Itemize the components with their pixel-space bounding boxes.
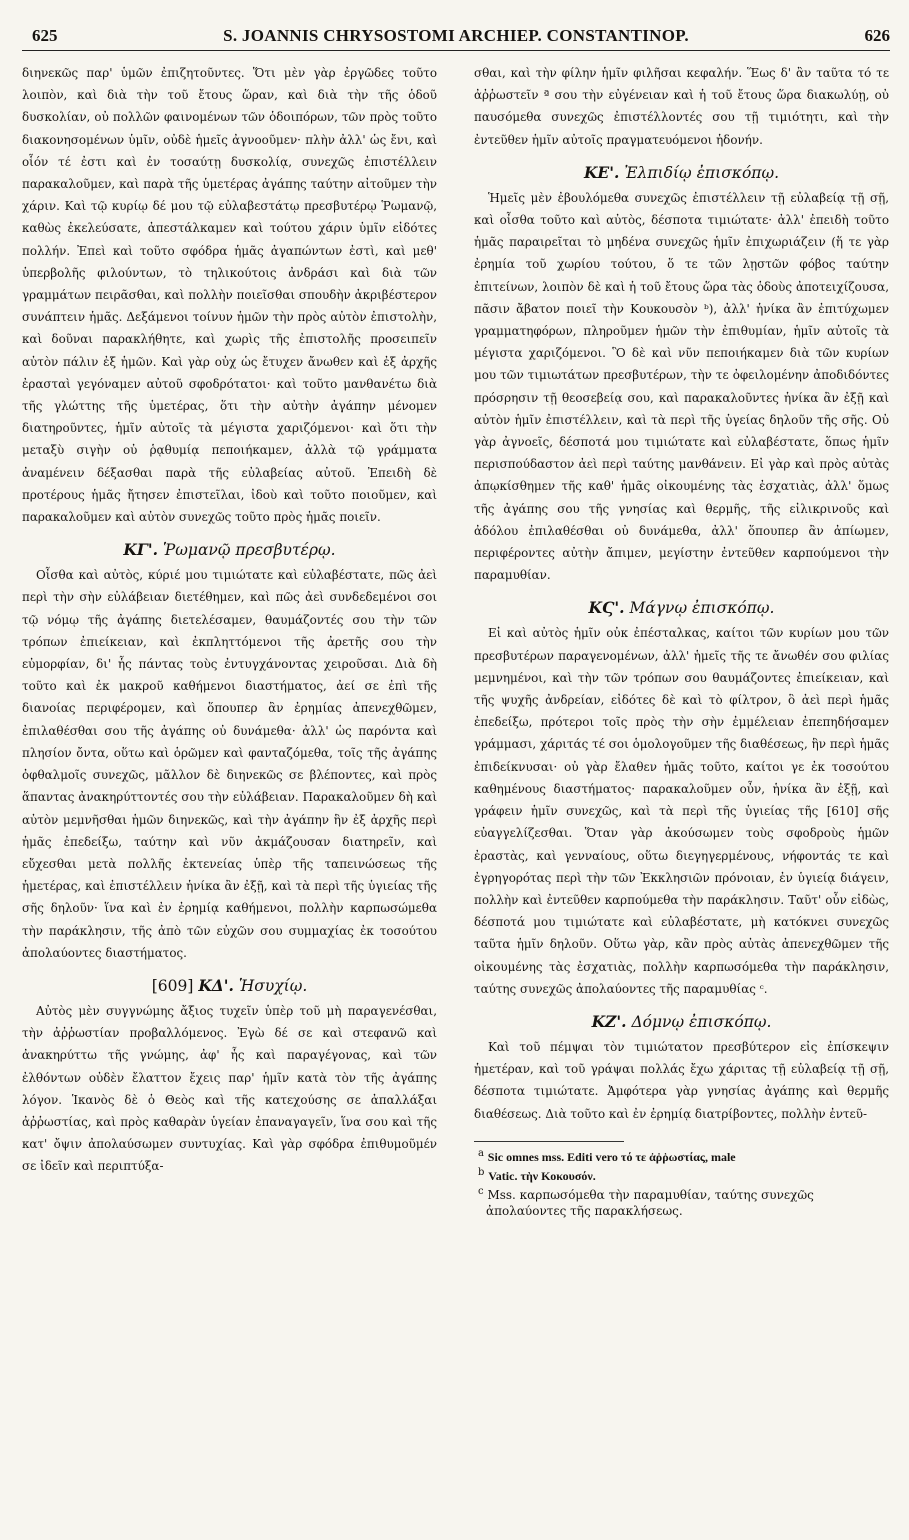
letter-addressee: Μάγνῳ ἐπισκόπῳ. [629, 599, 775, 618]
footnote-rule [474, 1141, 624, 1142]
running-title: S. JOANNIS CHRYSOSTOMI ARCHIEP. CONSTANTINOP. [223, 26, 689, 45]
left-page-number: 625 [32, 26, 58, 45]
column-reference: [609] [151, 976, 194, 995]
letter-body-kz: Καὶ τοῦ πέμψαι τὸν τιμιώτατον πρεσβύτερον εἰς ἐπίσκεψιν ἡμετέραν, καὶ τοῦ γράψαι πολλάς ἔχω χάριτας τῇ εὐλαβείᾳ τῇ σῇ, δέσποτα τιμιώτατε. Ἀμφότερα γὰρ γνησίας ἀγάπης καὶ θερμῆς διαθέσεως. Διὰ τοῦτο καὶ ἐν ἐρημίᾳ διατρίβοντες, πολλὴν ἐντεῦ- [474, 1039, 889, 1121]
footnote-mark: a [478, 1147, 484, 1159]
footnote-text: Sic omnes mss. Editi vero τό τε ἀῤῥωστίας, male [487, 1149, 736, 1164]
letter-continuation: σθαι, καὶ τὴν φίλην ἡμῖν φιλῆσαι κεφαλήν. Ἕως δ' ἂν ταῦτα τό τε ἀῤῥωστεῖν ª σου τὴν εὐγένειαν καὶ ἡ τοῦ ἔτους ὥρα διακωλύῃ, οὐ παυσόμεθα συνεχῶς ἐπιστέλλοντές σου τῇ τιμιότητι, καὶ τὴν ἐντεῦθεν ἡμῖν αὐτοῖς πραγματευόμενοι ἡδονήν. [474, 66, 889, 147]
letter-number: ΚϚ'. [588, 598, 625, 618]
letter-body-kg: Οἶσθα καὶ αὐτὸς, κύριέ μου τιμιώτατε καὶ εὐλαβέστατε, πῶς ἀεὶ περὶ τὴν σὴν εὐλάβειαν διετέθημεν, καὶ πῶς ἀεὶ συνδεδεμένοι σοι τῷ νόμῳ τῆς ἀγάπης διετελέσαμεν, θαυμάζοντές σου τὴν τῶν τρόπων ἐπιείκειαν, καὶ ἐκπληττόμενοι τῆς ἀρετῆς σου τὴν εὐμορφίαν, δι' ἧς πάντας τοὺς ἐντυγχάνοντας χειροῦσαι. Διὰ δὴ τοῦτο καὶ ἐκ μακροῦ καθήμενοι διαστήματος, ἀεί σε ἐπὶ τῆς διανοίας περιφέρομεν, καὶ ὅπουπερ ἂν ἐρημίας ἀπενεχθῶμεν, ἐπιλαθέσθαι σου τῆς ἀγάπης οὐ δυνάμεθα· ἀλλ' ὡς παρόντα καὶ πλησίον ὄντα, οὕτω καὶ ὁρῶμεν καὶ φανταζόμεθα, τοῖς τῆς ἀγάπης ὀφθαλμοῖς συνεχῶς, μᾶλλον δὲ διηνεκῶς σε βλέποντες, καὶ πρὸς ἅπαντας ἀνακηρύττοντές σου τὴν εὐλάβειαν. Παρακαλοῦμεν δὴ καὶ αὐτὸν μεμνῆσθαι ἡμῶν διηνεκῶς, καὶ τὴν ἀγάπην ἣν ἐξ ἀρχῆς περὶ ἡμᾶς ἐπεδείξω, ταύτην καὶ νῦν ἀκμάζουσαν διατηρεῖν, καὶ εὔχεσθαι μετὰ πολλῆς ἐκτενείας ὑπὲρ τῆς ταπεινώσεως τῆς ἡμετέρας, καὶ ἐπιστέλλειν ἡνίκα ἂν ἐξῇ, καὶ τὰ περὶ τῆς ὑγιείας τῆς σῆς δηλοῦν· ἵνα καὶ ἐν ἐρημίᾳ καθήμενοι, πολλὴν καρπωσώμεθα τὴν παράκλησιν, τῆς ἀπὸ τῶν εὐχῶν σου συμμαχίας ἐκ τοσούτου ἀπολαύοντες διαστήματος. [22, 568, 437, 960]
right-page-number: 626 [864, 26, 890, 45]
letter-addressee: Ἐλπιδίῳ ἐπισκόπῳ. [624, 163, 780, 182]
letter-heading-kd [22, 974, 437, 998]
left-column [22, 62, 437, 1178]
letter-heading-kg [22, 538, 437, 562]
letter-addressee: Ἡσυχίῳ. [238, 976, 308, 995]
footnote-b [474, 1165, 889, 1184]
footnotes [474, 1146, 889, 1219]
letter-number: ΚΔ'. [198, 975, 234, 995]
letter-number: ΚΕ'. [583, 162, 620, 182]
footnote-text: Mss. καρπωσόμεθα τὴν παραμυθίαν, ταύτης συνεχῶς ἀπολαύοντες τῆς παρακλήσεως. [486, 1187, 814, 1218]
book-page [22, 20, 890, 1528]
footnote-mark: b [478, 1166, 485, 1178]
footnote-text: Vatic. τὴν Κοκουσόν. [488, 1168, 596, 1183]
letter-number: ΚΖ'. [591, 1011, 627, 1031]
letter-body-ks: Εἰ καὶ αὐτὸς ἡμῖν οὐκ ἐπέσταλκας, καίτοι τῶν κυρίων μου τῶν πρεσβυτέρων παραγενομένων, ἀλλ' ἡμεῖς τῆς τε ἄνωθέν σου φιλίας μεμνημένοι, καὶ τὴν τῶν τρόπων σου θαυμάζοντες ἐπιείκειαν, καὶ τῆς ψυχῆς ἀνδρείαν, εἰδότες δὲ καὶ τὸ φίλτρον, ὃ ἀεὶ περὶ ἡμᾶς ἐπεδείξω, πρότεροι τοῖς πρὸς τὴν σὴν ἐμμέλειαν ἐπεπηδήσαμεν γράμμασι, χάριτάς τέ σοι ὁμολογοῦμεν τῆς διαθέσεως, ἣν περὶ ἡμᾶς ἐπιδείκνυσαι· οὐ γὰρ ἔλαθεν ἡμᾶς τοῦτο, καίτοι γε ἐκ τοσούτου καθημένους διαστήματος· παρακαλοῦμεν οὖν, ἡνίκα ἂν ἐξῇ, καὶ γράφειν ἡμῖν συνεχῶς, καὶ τὰ περὶ τῆς ὑγιείας τῆς [610] σῆς εὐαγγελίζεσθαι. Ὅταν γὰρ ἀκούσωμεν τοὺς σφοδροὺς ἡμῶν ἐραστὰς, καὶ γενναίους, οὕτω διεγηγερμένους, νήφοντάς τε καὶ ἐγρηγορότας περὶ τὴν τῶν Ἐκκλησιῶν πρόνοιαν, ἐν ὑγιείᾳ διάγειν, πολλὴν καὶ ἐντεῦθεν καρπούμεθα τὴν παράκλησιν. Ταῦτ' οὖν εἰδὼς, δέσποτά μου τιμιώτατε καὶ εὐλαβέστατε, μὴ κατόκνει συνεχῶς ταῦτα ἡμῖν δηλοῦν. Οὕτω γὰρ, κἂν πρὸς αὐτὰς ἀπενεχθῶμεν τῆς οἰκουμένης τὰς ἐσχατιὰς, πολλὴν καρπωσόμεθα τὴν παράκλησιν, ταύτης συνεχῶς ἀπολαύοντες τῆς παραμυθίας ᶜ. [474, 626, 889, 996]
letter-addressee: Ῥωμανῷ πρεσβυτέρῳ. [162, 541, 336, 560]
footnote-a [474, 1146, 889, 1165]
letter-heading-ke [474, 161, 889, 185]
letter-body-ke: Ἡμεῖς μὲν ἐβουλόμεθα συνεχῶς ἐπιστέλλειν τῇ εὐλαβείᾳ τῇ σῇ, καὶ οἶσθα τοῦτο καὶ αὐτὸς, δέσποτα τιμιώτατε· ἀλλ' ἐπειδὴ τοῦτο ἡμᾶς παραιρεῖται τὸ μηδένα συνεχῶς ἡμῖν ἐπιχωριάζειν (ἥ τε γὰρ ἐρημία τοῦ χωρίου τούτου, ὅ τε τῶν λῃστῶν φόβος ταύτην ἐπιτείνων, λοιπὸν δὲ καὶ ἡ τοῦ ἔτους ὥρα τὰς ὁδοὺς ἀποτειχίζουσα, πᾶσιν ἄβατον ποιεῖ τὴν Κουκουσὸν ᵇ), ἀλλ' ἡνίκα ἂν ἐπιτύχωμεν γραμματηφόρων, πληροῦμεν ἡμῶν τὴν ἐπιθυμίαν, ἡμῖν αὐτοῖς τὰ μέγιστα χαριζόμενοι. Ὃ δὲ καὶ νῦν πεποιήκαμεν διὰ τῶν κυρίων μου τῶν τιμιωτάτων πρεσβυτέρων, τὴν τε ὀφειλομένην ἀποδιδόντες πρόσρησιν τῇ θεοσεβείᾳ σου, καὶ παρακαλοῦντες ἡνίκα ἂν ἐξῇ καὶ αὐτὸν ἡμῖν ἐπιστέλλειν, καὶ τὰ περὶ τῆς ὑγείας δηλοῦν τῆς σῆς. Οὐ γὰρ ἀγνοεῖς, δέσποτά μου τιμιώτατε καὶ εὐλαβέστατε, ὅπως ἡμῖν περισπούδαστον ἀεὶ περὶ ταύτης μανθάνειν. Εἰ γὰρ καὶ πρὸς αὐτὰς ἀπῳκίσθημεν τῆς καθ' ἡμᾶς οἰκουμένης τὰς ἐσχατιὰς, ἀλλ' ὅμως τῆς ἀγάπης σου τῆς γνησίας καὶ θερμῆς, τῆς εἰλικρινοῦς καὶ ἀδόλου ἐπιλαθέσθαι οὐ δυνάμεθα, ἀλλ' ὅπουπερ ἂν ἀπίωμεν, περιφέροντες αὐτὴν ἄπιμεν, μεγίστην ἐντεῦθεν καρπούμενοι τὴν παραμυθίαν. [474, 190, 889, 583]
letter-heading-ks [474, 596, 889, 620]
letter-addressee: Δόμνῳ ἐπισκόπῳ. [631, 1012, 772, 1031]
letter-number: ΚΓ'. [123, 540, 159, 560]
running-header [22, 20, 890, 51]
letter-continuation: διηνεκῶς παρ' ὑμῶν ἐπιζητοῦντες. Ὅτι μὲν γὰρ ἐργῶδες τοῦτο λοιπὸν, καὶ διὰ τὴν τοῦ ἔτους ὥραν, καὶ διὰ τὴν τῆς ὁδοῦ δυσκολίαν, οὐ πολλῶν φαινομένων τῶν ὁδοιπόρων, τῶν πρὸς τοῦτο διακονησομένων ὑμῖν, οὐδὲ ἡμεῖς ἀγνοοῦμεν· πλὴν ἀλλ' ὡς ἔνι, καὶ οἷόν τέ ἐστι καὶ ἐν τοσαύτῃ δυσκολίᾳ, συνεχῶς ἐπιστέλλειν παρακαλοῦμεν, καὶ παρὰ τῆς ὑμετέρας ἀγάπης ταύτην αἰτοῦμεν τὴν χάριν. Καὶ τῷ κυρίῳ δέ μου τῷ εὐλαβεστάτῳ πρεσβυτέρῳ Ῥωμανῷ, καθὼς ἐκελεύσατε, ἀπεστάλκαμεν καὶ τούτου χάριν ὑμῖν εἰδότες πολλήν. Ἐπεὶ καὶ τοῦτο σφόδρα ἡμᾶς ἀγαπώντων ἐστὶ, καὶ μεθ' ὑπερβολῆς φιλούντων, τὸ τηλικούτοις ἀνδράσι καὶ διὰ τῶν γραμμάτων πειρᾶσθαι, καὶ πολλὴν ποιεῖσθαι σπουδὴν ἀκριβέστερον συνάπτειν ἡμᾶς. Δεξάμενοι τοίνυν ἡμῶν τὴν πρὸς αὐτὸν ἐπιστολὴν, καὶ δοῦναι παρακλήθητε, καὶ χωρὶς τῆς ἐπιστολῆς προσειπεῖν αὐτὸν πάλιν ἐξ ἡμῶν. Καὶ γὰρ οὐχ ὡς ἔτυχεν ἄνωθεν καὶ ἐξ ἀρχῆς ἐρασταὶ γεγόναμεν αὐτοῦ σφοδρότατοι· καὶ τοῦτο μανθανέτω διὰ τῆς γλώττης τῆς ὑμετέρας, ὅτι τὴν αὐτὴν ἀγάπην μένομεν διατηροῦντες, ἡμῖν αὐτοῖς τὰ μέγιστα χαριζόμενοι· καὶ ὅτι τὴν μεταξὺ σιγὴν οὐ ῥᾳθυμίᾳ πεποιήκαμεν, ἀλλὰ τῷ γράμματα ἀναμένειν δέξασθαι παρὰ τῆς εὐλαβείας αὐτοῦ. Ἐπειδὴ δὲ προτέρους ἡμᾶς ἤτησεν ἐπιστεῖλαι, ἰδοὺ καὶ τοῦτο ποιοῦμεν, καὶ παρακαλοῦμεν καὶ αὐτὸν συνεχῶς τοῦτο πρὸς ἡμᾶς ποιεῖν. [22, 66, 437, 525]
letter-body-kd: Αὐτὸς μὲν συγγνώμης ἄξιος τυχεῖν ὑπὲρ τοῦ μὴ παραγενέσθαι, τὴν ἀῤῥωστίαν προβαλλόμενος. Ἐγὼ δέ σε καὶ στεφανῶ καὶ ἀνακηρύττω τῆς γνώμης, ἀφ' ἧς καὶ παραγέγονας, καὶ τῶν ἐλθόντων οὐδὲν ἔλαττον ἔχεις παρ' ἡμῖν κατὰ τὸν τῆς ἀγάπης λόγον. Ἱκανὸς δὲ ὁ Θεὸς καὶ τῆς κατεχούσης σε ἀπαλλάξαι ἀῤῥωστίας, καὶ πρὸς καθαρὰν ὑγείαν ἐπαναγαγεῖν, ἵνα σου καὶ τῆς κατ' ὄψιν ἀπολαύσωμεν συντυχίας. Καὶ γὰρ σφόδρα ἐπιθυμοῦμέν σε ἰδεῖν καὶ περιπτύξα- [22, 1003, 437, 1174]
footnote-c [474, 1184, 889, 1219]
letter-heading-kz [474, 1010, 889, 1034]
footnote-mark: c [478, 1185, 484, 1197]
right-column [474, 62, 889, 1219]
